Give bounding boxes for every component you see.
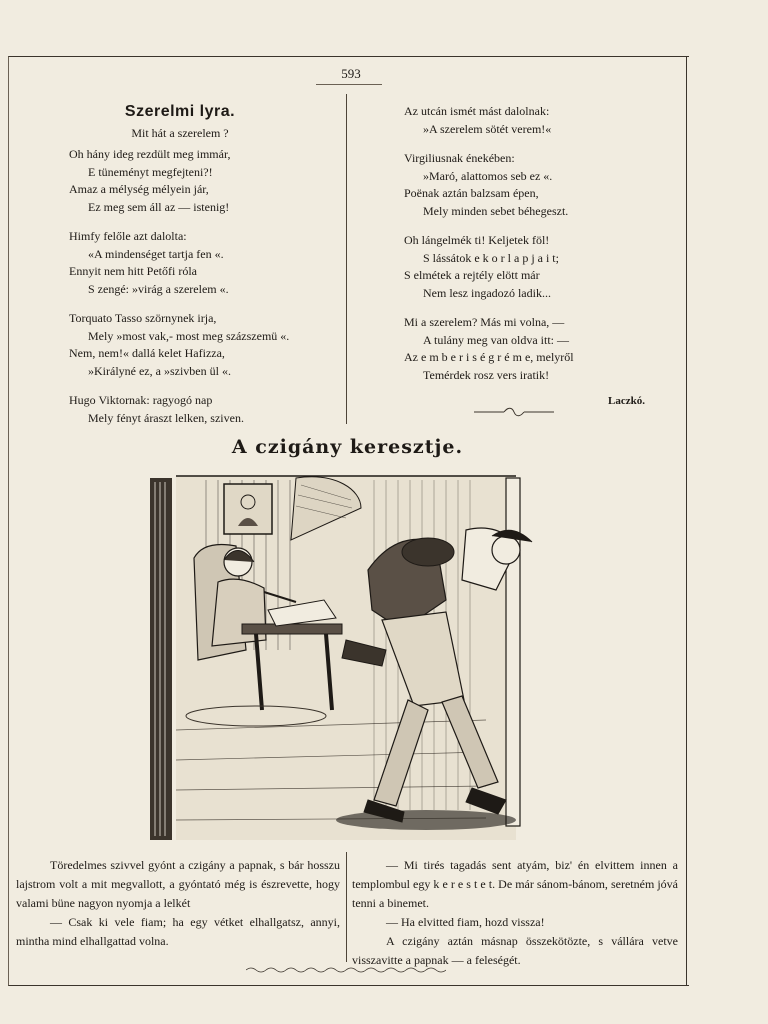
page-number: 593 <box>341 66 361 81</box>
poem-line: Oh hány ideg rezdült meg immár, <box>69 147 231 161</box>
poem-line: Nem lesz ingadozó ladik... <box>423 285 551 300</box>
poem-line: Oh lángelmék ti! Keljetek föl! <box>404 233 550 247</box>
poem-stanza <box>69 392 344 427</box>
story-column-divider <box>346 852 347 962</box>
poem-line: Himfy felőle azt dalolta: <box>69 229 187 243</box>
poem-line: «A mindenséget tartja fen «. <box>88 246 224 261</box>
poem-stanza <box>404 103 674 138</box>
story-paragraph: — Ha elvitted fiam, hozd vissza! <box>386 915 545 929</box>
poem-line: S zengé: »virág a szerelem «. <box>88 281 229 296</box>
story-paragraph: Töredelmes szivvel gyónt a czigány a papnak, s bár hosszu lajstrom volt a mit megvallott, a gyóntató még is észrevette, hogy valami büne nagyon nyomja a lelkét <box>16 858 340 910</box>
right-border-rule <box>686 56 687 986</box>
poem-stanza <box>404 314 674 384</box>
poem-line: Amaz a mélység mélyein jár, <box>69 182 209 196</box>
poem-line: Nem, nem!« dallá kelet Hafizza, <box>69 346 225 360</box>
poem-line: Ez meg sem áll az — istenig! <box>88 199 230 214</box>
poem-line: Ennyit nem hitt Petőfi róla <box>69 264 197 278</box>
poem-line: Az utcán ismét mást dalolnak: <box>404 104 550 118</box>
poem-line: E tüneményt megfejteni?! <box>88 164 213 179</box>
poem-line: S lássátok e k o r l a p j a i t; <box>423 250 559 265</box>
poem-left-column <box>69 146 344 439</box>
shadow <box>336 810 516 830</box>
story-paragraph: — Csak ki vele fiam; ha egy vétket elhallgatsz, annyi, mintha mind elhallgattad volna. <box>16 915 340 948</box>
poem-line: »A szerelem sötét verem!« <box>423 121 552 136</box>
page-number-rule <box>316 84 382 85</box>
poem-line: Hugo Viktornak: ragyogó nap <box>69 393 213 407</box>
poem-line: »Maró, alattomos seb ez «. <box>423 168 553 183</box>
poem-line: »Királyné ez, a »szivben ül «. <box>88 363 231 378</box>
poem-stanza <box>404 232 674 302</box>
poem-right-column <box>404 103 674 396</box>
story-left-column <box>16 856 340 951</box>
poem-stanza <box>404 150 674 220</box>
poem-signature: Laczkó. <box>608 395 645 407</box>
poem-stanza <box>69 146 344 216</box>
poem-line: Mely minden sebet béhegeszt. <box>423 203 569 218</box>
poem-line: Temérdek rosz vers iratik! <box>423 367 550 382</box>
poem-column-divider <box>346 94 347 424</box>
poem-title: Szerelmi lyra. <box>124 103 236 120</box>
poem-line: Mi a szerelem? Más mi volna, — <box>404 315 565 329</box>
story-paragraph: A czigány aztán másnap összekötözte, s vállára vetve visszavitte a papnak — a feleségét. <box>352 934 678 967</box>
story-title: A czigány keresztje. <box>231 436 464 458</box>
poem-line: A tulány meg van oldva itt: — <box>423 332 569 347</box>
poem-line: Virgiliusnak énekében: <box>404 151 515 165</box>
poem-line: Mely fényt áraszt lelken, sziven. <box>88 410 244 425</box>
story-right-column <box>352 856 678 970</box>
wavy-rule <box>246 966 446 974</box>
flourish-ornament <box>474 406 554 418</box>
poem-line: Torquato Tasso szörnynek irja, <box>69 311 217 325</box>
story-paragraph: — Mi tirés tagadás sent atyám, biz' én elvittem innen a templombul egy k e r e s t e t. De már sánom-bánom, seretném jóvá tenni a binemet. <box>352 858 678 910</box>
poem-line: Az e m b e r i s é g r é m e, melyről <box>404 350 574 364</box>
poem-line: Poënak aztán balzsam épen, <box>404 186 539 200</box>
poem-line: Mely »most vak,- most meg százszemü «. <box>88 328 290 343</box>
poem-stanza <box>69 228 344 298</box>
engraving-illustration <box>146 470 548 846</box>
poem-line: S elmétek a rejtély elött már <box>404 268 540 282</box>
door-frame-left <box>150 478 172 840</box>
poem-stanza <box>69 310 344 380</box>
poem-subtitle: Mit hát a szerelem ? <box>131 126 229 140</box>
